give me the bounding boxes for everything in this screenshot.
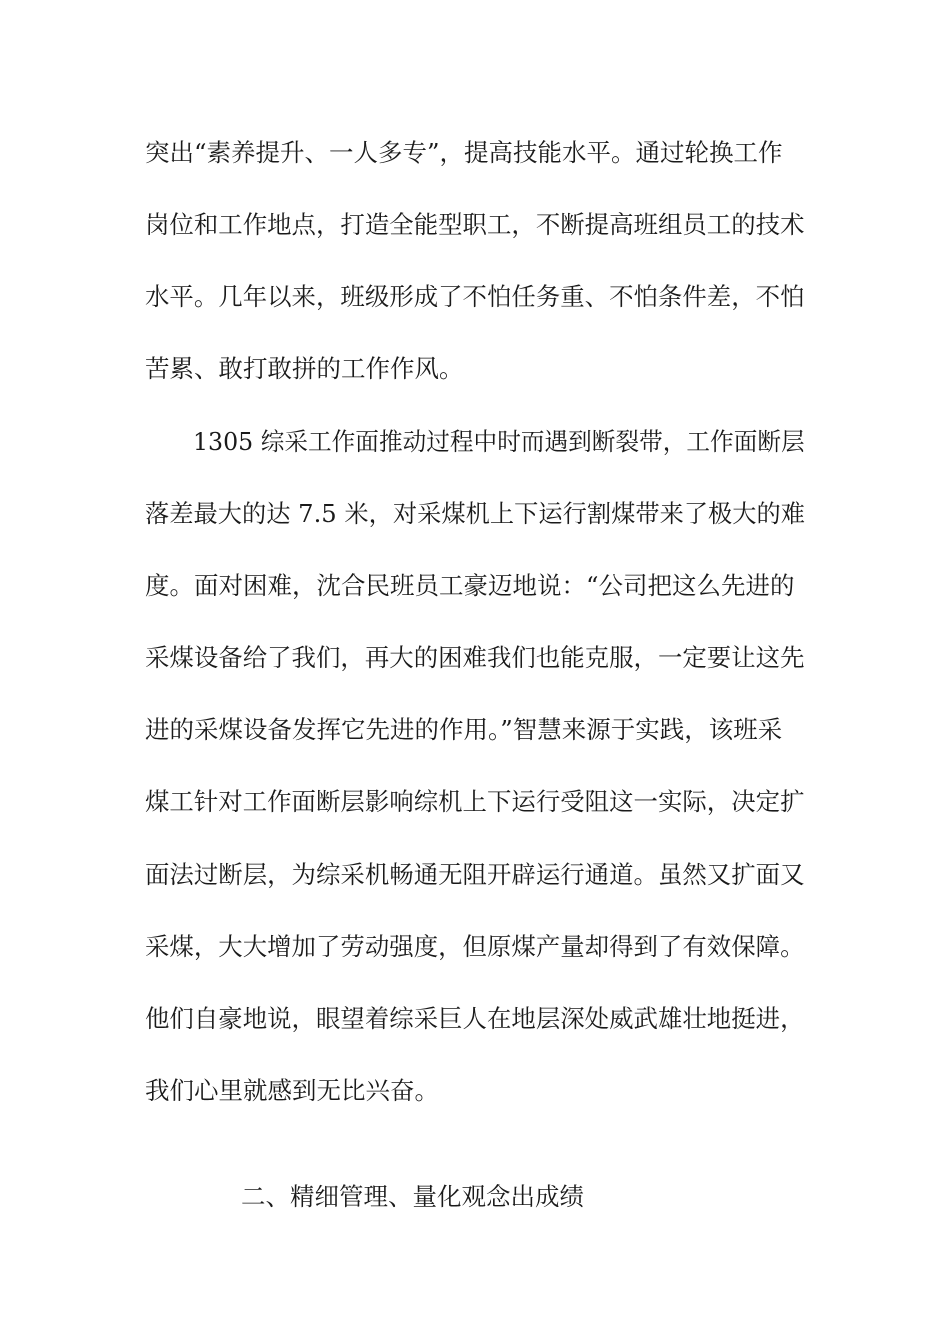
paragraph-line: 他们自豪地说，眼望着综采巨人在地层深处威武雄壮地挺进，	[145, 1004, 805, 1033]
paragraph-line: 我们心里就感到无比兴奋。	[145, 1076, 439, 1105]
paragraph-line: 度。面对困难，沈合民班员工豪迈地说：“公司把这么先进的	[145, 571, 795, 600]
paragraph-line: 进的采煤设备发挥它先进的作用。”智慧来源于实践，该班采	[145, 715, 783, 744]
paragraph-line: 采煤，大大增加了劳动强度，但原煤产量却得到了有效保障。	[145, 932, 805, 961]
paragraph-line: 苦累、敢打敢拼的工作作风。	[145, 354, 464, 383]
section-heading: 二、精细管理、量化观念出成绩	[241, 1182, 584, 1211]
paragraph-line: 1305 综采工作面推动过程中时而遇到断裂带，工作面断层	[193, 427, 805, 456]
paragraph-line: 落差最大的达 7.5 米，对采煤机上下运行割煤带来了极大的难	[145, 499, 806, 528]
paragraph-line: 面法过断层，为综采机畅通无阻开辟运行通道。虽然又扩面又	[145, 860, 805, 889]
paragraph-line: 突出“素养提升、一人多专”，提高技能水平。通过轮换工作	[145, 138, 783, 167]
paragraph-line: 煤工针对工作面断层影响综机上下运行受阻这一实际，决定扩	[145, 787, 805, 816]
paragraph-line: 采煤设备给了我们，再大的困难我们也能克服，一定要让这先	[145, 643, 805, 672]
paragraph-line: 岗位和工作地点，打造全能型职工，不断提高班组员工的技术	[145, 210, 805, 239]
paragraph-line: 水平。几年以来，班级形成了不怕任务重、不怕条件差，不怕	[145, 282, 805, 311]
